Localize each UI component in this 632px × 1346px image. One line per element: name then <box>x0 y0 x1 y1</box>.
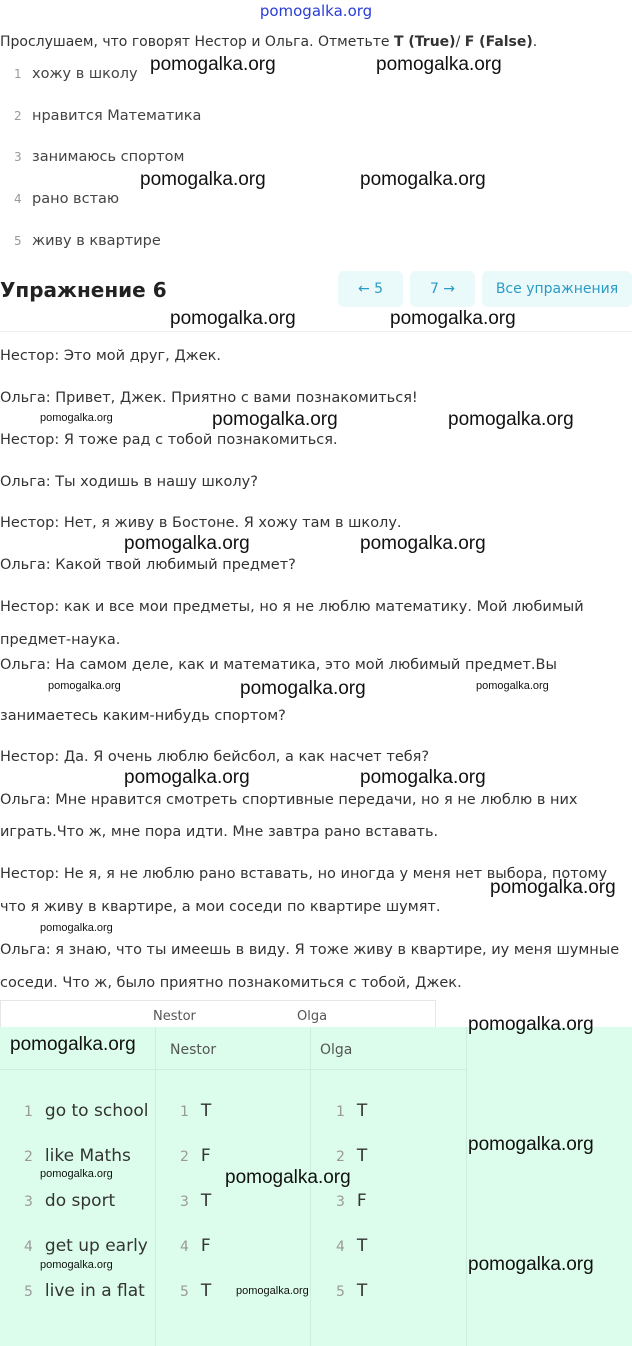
dialogue-line: Нестор: как и все мои предметы, но я не люблю математику. Мой любимый <box>0 599 584 615</box>
watermark: pomogalka.org <box>376 54 502 75</box>
header-nestor: Nestor <box>170 1042 217 1058</box>
cell-value: get up early <box>44 1236 148 1256</box>
dialogue-line: предмет-наука. <box>0 632 121 648</box>
watermark: pomogalka.org <box>212 409 338 430</box>
item-text: живу в квартире <box>32 233 161 249</box>
item-text: рано встаю <box>32 191 120 207</box>
dialogue-line: Ольга: Ты ходишь в нашу школу? <box>0 474 258 490</box>
cell-value: go to school <box>44 1101 149 1121</box>
table-header-old <box>0 1000 436 1028</box>
task-item <box>14 232 161 250</box>
dialogue-line: Нестор: Я тоже рад с тобой познакомиться. <box>0 432 338 448</box>
row-number: 5 <box>24 1284 33 1300</box>
table-cell-olga <box>336 1236 367 1257</box>
instructions <box>0 33 537 51</box>
watermark: pomogalka.org <box>236 1285 309 1297</box>
header-olga: Olga <box>320 1042 353 1058</box>
row-number: 2 <box>336 1149 345 1165</box>
watermark: pomogalka.org <box>360 533 486 554</box>
watermark: pomogalka.org <box>48 680 121 692</box>
task-item <box>14 107 201 125</box>
watermark: pomogalka.org <box>468 1254 594 1275</box>
column-divider <box>466 1027 467 1346</box>
watermark: pomogalka.org <box>40 1168 113 1180</box>
task-item <box>14 148 184 166</box>
row-number: 2 <box>180 1149 189 1165</box>
table-cell-item <box>24 1191 115 1212</box>
dialogue-line: что я живу в квартире, а мои соседи по квартире шумят. <box>0 899 441 915</box>
cell-value: F <box>200 1236 211 1256</box>
watermark: pomogalka.org <box>10 1034 136 1055</box>
cell-value: T <box>200 1191 212 1211</box>
watermark: pomogalka.org <box>468 1134 594 1155</box>
watermark: pomogalka.org <box>240 678 366 699</box>
task-item <box>14 190 119 208</box>
header-nestor: Nestor <box>153 1009 196 1024</box>
watermark: pomogalka.org <box>360 169 486 190</box>
dialogue-line: играть.Что ж, мне пора идти. Мне завтра рано вставать. <box>0 824 439 840</box>
item-number: 1 <box>14 67 22 81</box>
row-number: 1 <box>24 1104 33 1120</box>
cell-value: T <box>356 1236 368 1256</box>
table-cell-nestor <box>180 1281 211 1302</box>
table-cell-item <box>24 1236 148 1257</box>
table-cell-nestor <box>180 1191 211 1212</box>
watermark: pomogalka.org <box>170 308 296 329</box>
false-label: F (False) <box>464 34 533 50</box>
all-exercises-button[interactable]: Все упражнения <box>482 271 632 307</box>
row-number: 1 <box>336 1104 345 1120</box>
row-number: 1 <box>180 1104 189 1120</box>
item-number: 3 <box>14 150 22 164</box>
dialogue-line: занимаетесь каким-нибудь спортом? <box>0 708 286 724</box>
cell-value: T <box>356 1101 368 1121</box>
watermark: pomogalka.org <box>476 680 549 692</box>
row-number: 4 <box>336 1239 345 1255</box>
dialogue-line: Нестор: Это мой друг, Джек. <box>0 348 222 364</box>
watermark: pomogalka.org <box>124 533 250 554</box>
table-cell-olga <box>336 1146 367 1167</box>
table-cell-nestor <box>180 1146 211 1167</box>
row-number: 4 <box>24 1239 33 1255</box>
item-text: хожу в школу <box>32 66 138 82</box>
table-cell-nestor <box>180 1236 211 1257</box>
table-cell-item <box>24 1101 149 1122</box>
header-olga: Olga <box>297 1009 328 1024</box>
row-number: 3 <box>336 1194 345 1210</box>
watermark: pomogalka.org <box>40 922 113 934</box>
column-divider <box>155 1027 156 1346</box>
site-watermark[interactable]: pomogalka.org <box>259 2 373 20</box>
divider <box>0 331 632 332</box>
table-cell-item <box>24 1146 131 1167</box>
dialogue-line: Ольга: Привет, Джек. Приятно с вами познакомиться! <box>0 390 418 406</box>
row-number: 4 <box>180 1239 189 1255</box>
watermark: pomogalka.org <box>124 767 250 788</box>
next-exercise-button[interactable]: 7 → <box>410 271 475 307</box>
table-cell-item <box>24 1281 145 1302</box>
dialogue-line: Нестор: Нет, я живу в Бостоне. Я хожу там в школу. <box>0 515 402 531</box>
instructions-text: Прослушаем, что говорят Нестор и Ольга. Отметьте <box>0 34 394 50</box>
dialogue-line: Ольга: Какой твой любимый предмет? <box>0 557 296 573</box>
cell-value: T <box>356 1281 368 1301</box>
table-cell-olga <box>336 1281 367 1302</box>
item-number: 4 <box>14 192 22 206</box>
table-cell-olga <box>336 1101 367 1122</box>
dialogue-line: Нестор: Не я, я не люблю рано вставать, но иногда у меня нет выбора, потому <box>0 866 608 882</box>
watermark: pomogalka.org <box>390 308 516 329</box>
item-text: нравится Математика <box>32 108 202 124</box>
exercise-title: Упражнение 6 <box>0 278 167 302</box>
item-number: 5 <box>14 234 22 248</box>
table-cell-olga <box>336 1191 367 1212</box>
watermark: pomogalka.org <box>40 412 113 424</box>
period: . <box>532 34 538 50</box>
dialogue-line: Ольга: я знаю, что ты имеешь в виду. Я тоже живу в квартире, иу меня шумные <box>0 942 620 958</box>
row-number: 5 <box>180 1284 189 1300</box>
row-number: 5 <box>336 1284 345 1300</box>
cell-value: F <box>356 1191 367 1211</box>
true-label: T (True) <box>393 34 456 50</box>
dialogue-line: Ольга: На самом деле, как и математика, это мой любимый предмет.Вы <box>0 657 557 673</box>
row-number: 2 <box>24 1149 33 1165</box>
table-cell-nestor <box>180 1101 211 1122</box>
task-item <box>14 65 138 83</box>
row-number: 3 <box>180 1194 189 1210</box>
row-number: 3 <box>24 1194 33 1210</box>
watermark: pomogalka.org <box>150 54 276 75</box>
watermark: pomogalka.org <box>40 1259 113 1271</box>
header-divider <box>0 1069 466 1070</box>
cell-value: live in a flat <box>44 1281 145 1301</box>
item-number: 2 <box>14 109 22 123</box>
watermark: pomogalka.org <box>490 877 616 898</box>
prev-exercise-button[interactable]: ← 5 <box>338 271 403 307</box>
separator: / <box>455 34 465 50</box>
watermark: pomogalka.org <box>360 767 486 788</box>
cell-value: T <box>356 1146 368 1166</box>
watermark: pomogalka.org <box>448 409 574 430</box>
cell-value: T <box>200 1101 212 1121</box>
dialogue-line: соседи. Что ж, было приятно познакомиться с тобой, Джек. <box>0 975 462 991</box>
cell-value: like Maths <box>44 1146 131 1166</box>
dialogue-line: Нестор: Да. Я очень люблю бейсбол, а как насчет тебя? <box>0 749 430 765</box>
cell-value: do sport <box>44 1191 116 1211</box>
cell-value: F <box>200 1146 211 1166</box>
watermark: pomogalka.org <box>468 1014 594 1035</box>
dialogue-line: Ольга: Мне нравится смотреть спортивные передачи, но я не люблю в них <box>0 792 578 808</box>
watermark: pomogalka.org <box>140 169 266 190</box>
watermark: pomogalka.org <box>225 1167 351 1188</box>
item-text: занимаюсь спортом <box>32 149 185 165</box>
cell-value: T <box>200 1281 212 1301</box>
